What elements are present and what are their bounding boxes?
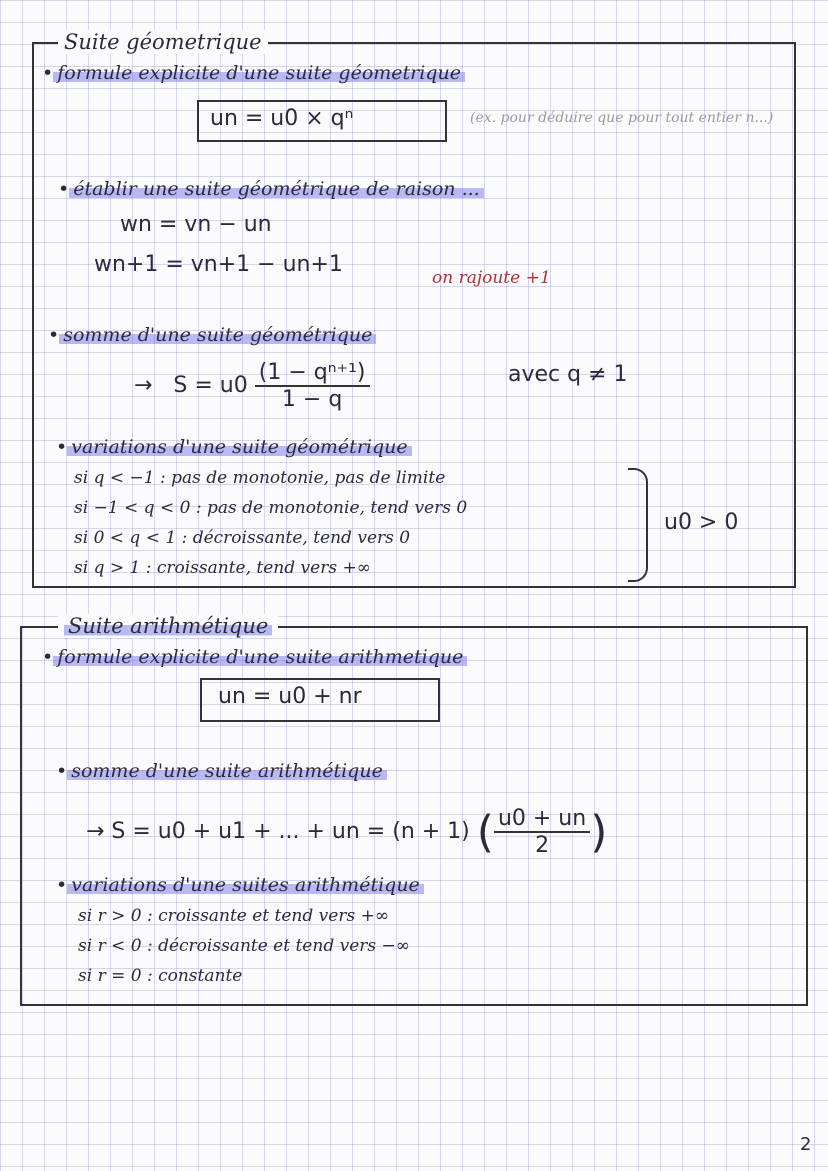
arith-var-line-3: si r = 0 : constante xyxy=(78,966,243,986)
geo-sum-condition: avec q ≠ 1 xyxy=(508,362,628,387)
arith-var-line-1: si r > 0 : croissante et tend vers +∞ xyxy=(78,906,389,926)
arith-explicit-heading: • formule explicite d'une suite arithmetique xyxy=(42,646,467,668)
right-paren: ) xyxy=(590,806,608,858)
page-number: 2 xyxy=(800,1134,812,1155)
arith-var-line-2: si r < 0 : décroissante et tend vers −∞ xyxy=(78,936,410,956)
arith-var-heading: • variations d'une suites arithmétique xyxy=(56,874,424,896)
geo-explicit-note: (ex. pour déduire que pour tout entier n...) xyxy=(470,110,774,126)
geo-w2-note: on rajoute +1 xyxy=(432,268,551,288)
geo-var-line-1: si q < −1 : pas de monotonie, pas de limite xyxy=(74,468,446,488)
geo-sum-heading: • somme d'une suite géométrique xyxy=(48,324,376,346)
sum-arrow: → xyxy=(134,373,153,398)
geo-sum-fraction xyxy=(255,360,370,412)
arith-sum-numerator: u0 + un xyxy=(494,806,590,833)
geo-var-condition: u0 > 0 xyxy=(664,510,739,535)
geo-var-line-3: si 0 < q < 1 : décroissante, tend vers 0 xyxy=(74,528,411,548)
geo-var-heading: • variations d'une suite géométrique xyxy=(56,436,412,458)
left-paren: ( xyxy=(476,806,494,858)
geo-w1: wn = vn − un xyxy=(120,212,272,237)
arith-sum-fraction xyxy=(494,806,590,858)
arith-sum-heading: • somme d'une suite arithmétique xyxy=(56,760,387,782)
geo-sum-denominator: 1 − q xyxy=(281,387,343,412)
geo-establish-heading: • établir une suite géométrique de raison ... xyxy=(58,178,484,200)
geometric-section-title: Suite géometrique xyxy=(58,30,268,54)
geo-explicit-heading: • formule explicite d'une suite géometrique xyxy=(42,62,465,84)
geo-sum-numerator: (1 − qⁿ⁺¹) xyxy=(255,360,370,387)
geo-sum-formula xyxy=(134,360,370,412)
arith-explicit-formula: un = u0 + nr xyxy=(218,684,362,709)
geo-var-line-4: si q > 1 : croissante, tend vers +∞ xyxy=(74,558,371,578)
arith-sum-denominator: 2 xyxy=(535,833,550,858)
geo-var-brace xyxy=(628,468,648,582)
arith-sum-left: → S = u0 + u1 + ... + un = (n + 1) xyxy=(86,819,470,844)
arithmetic-section-title: Suite arithmétique xyxy=(58,614,278,638)
geo-sum-left: S = u0 xyxy=(173,373,248,398)
geo-explicit-formula: un = u0 × qⁿ xyxy=(210,106,354,131)
arith-sum-formula xyxy=(86,806,607,858)
geo-w2: wn+1 = vn+1 − un+1 xyxy=(94,252,343,277)
geo-var-line-2: si −1 < q < 0 : pas de monotonie, tend vers 0 xyxy=(74,498,468,518)
